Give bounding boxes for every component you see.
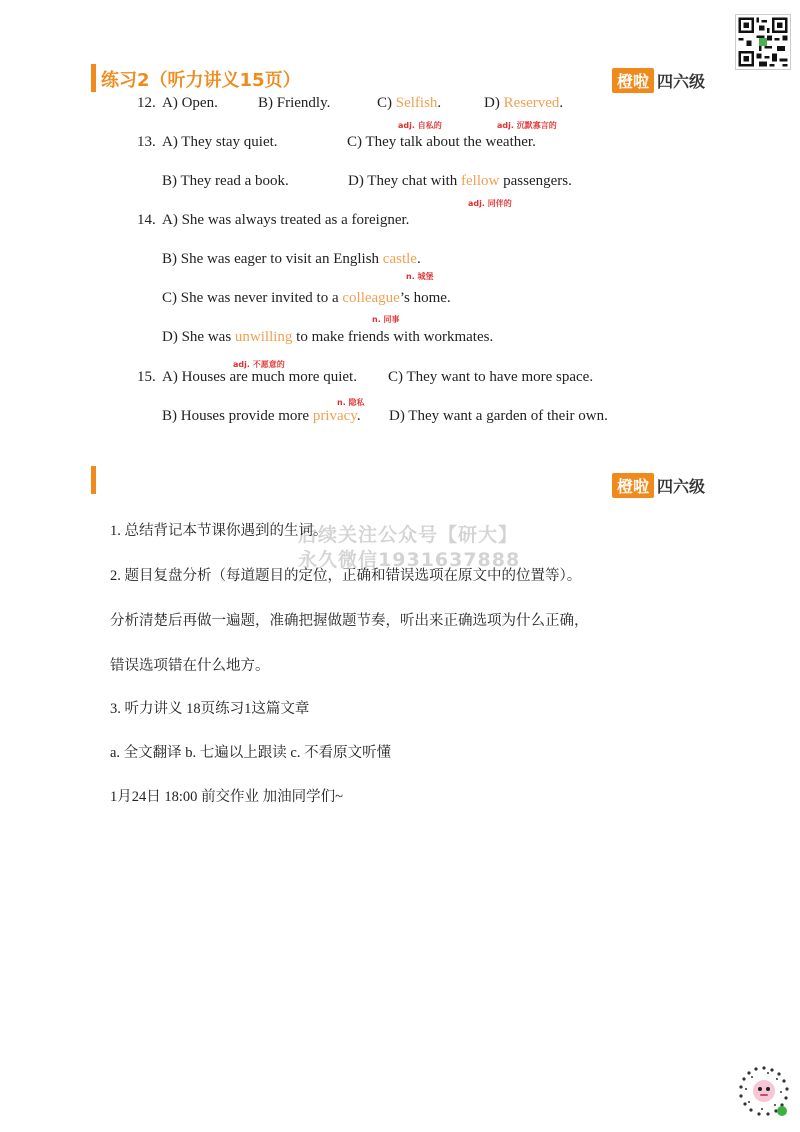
q15-note-b: n. 隐私 bbox=[337, 398, 365, 407]
brand-logo-2 bbox=[612, 473, 705, 498]
q12-note-c: adj. 自私的 bbox=[398, 121, 442, 130]
qr-code-icon bbox=[735, 14, 791, 70]
section-title: 练习2（听力讲义15页） bbox=[101, 70, 301, 91]
q14-vocab-colleague: colleague bbox=[342, 290, 400, 306]
q14-option-d: D) She was unwilling to make friends with workmates. bbox=[162, 329, 494, 345]
homework-item-2-cont-1: 分析清楚后再做一遍题，准确把握做题节奏，听出来正确选项为什么正确， bbox=[110, 613, 589, 629]
q12-note-d: adj. 沉默寡言的 bbox=[497, 121, 557, 130]
q15-option-b: B) Houses provide more privacy. bbox=[162, 408, 361, 424]
q13-option-c: C) They talk about the weather. bbox=[347, 134, 536, 150]
q14-option-a: A) She was always treated as a foreigner. bbox=[162, 212, 410, 228]
watermark-line-1: 后续关注公众号【研大】 bbox=[298, 524, 519, 546]
q14-vocab-castle: castle bbox=[382, 251, 417, 267]
homework-item-3-sub: a. 全文翻译 b. 七遍以上跟读 c. 不看原文听懂 bbox=[110, 745, 392, 761]
q14-note-c: n. 同事 bbox=[372, 315, 400, 324]
section-marker-bar bbox=[91, 64, 96, 92]
q13-number: 13. bbox=[137, 134, 156, 150]
q12-option-c: C) Selfish. bbox=[377, 95, 442, 111]
q13-note-d: adj. 同伴的 bbox=[468, 199, 512, 208]
mini-program-code-icon bbox=[735, 1062, 793, 1120]
q13-vocab-fellow: fellow bbox=[461, 173, 500, 189]
q12-option-a: A) Open. bbox=[162, 95, 218, 111]
brand-logo bbox=[612, 68, 705, 93]
q14-option-c: C) She was never invited to a colleague’s home. bbox=[162, 290, 451, 306]
brand-level-2: 四六级 bbox=[657, 477, 706, 496]
q13-option-d: D) They chat with fellow passengers. bbox=[348, 173, 572, 189]
q15-option-c: C) They want to have more space. bbox=[388, 369, 594, 385]
q12-vocab-reserved: Reserved bbox=[503, 95, 560, 111]
brand-tag: 橙啦 bbox=[612, 68, 654, 93]
q15-vocab-privacy: privacy bbox=[312, 408, 357, 424]
q14-vocab-unwilling: unwilling bbox=[234, 329, 293, 345]
q15-option-d: D) They want a garden of their own. bbox=[389, 408, 608, 424]
q12-vocab-selfish: Selfish bbox=[395, 95, 438, 111]
q14-number: 14. bbox=[137, 212, 156, 228]
q13-option-a: A) They stay quiet. bbox=[162, 134, 278, 150]
q15-option-a: A) Houses are much more quiet. bbox=[162, 369, 357, 385]
homework-item-1: 1. 总结背记本节课你遇到的生词。 bbox=[110, 523, 328, 539]
q14-note-d: adj. 不愿意的 bbox=[233, 360, 285, 369]
q15-number: 15. bbox=[137, 369, 156, 385]
q14-note-b: n. 城堡 bbox=[406, 272, 434, 281]
q12-option-d: D) Reserved. bbox=[484, 95, 564, 111]
brand-level: 四六级 bbox=[657, 72, 706, 91]
watermark-line-2: 永久微信1931637888 bbox=[298, 549, 521, 571]
homework-item-2-cont-2: 错误选项错在什么地方。 bbox=[110, 658, 270, 674]
q12-option-b: B) Friendly. bbox=[258, 95, 331, 111]
homework-deadline: 1月24日 18:00 前交作业 加油同学们~ bbox=[110, 789, 343, 805]
homework-item-3: 3. 听力讲义 18页练习1这篇文章 bbox=[110, 701, 310, 717]
q12-number: 12. bbox=[137, 95, 156, 111]
brand-tag-2: 橙啦 bbox=[612, 473, 654, 498]
q13-option-b: B) They read a book. bbox=[162, 173, 289, 189]
homework-item-2: 2. 题目复盘分析（每道题目的定位，正确和错误选项在原文中的位置等）。 bbox=[110, 568, 582, 584]
q14-option-b: B) She was eager to visit an English castle. bbox=[162, 251, 421, 267]
section-marker-bar-2 bbox=[91, 466, 96, 494]
